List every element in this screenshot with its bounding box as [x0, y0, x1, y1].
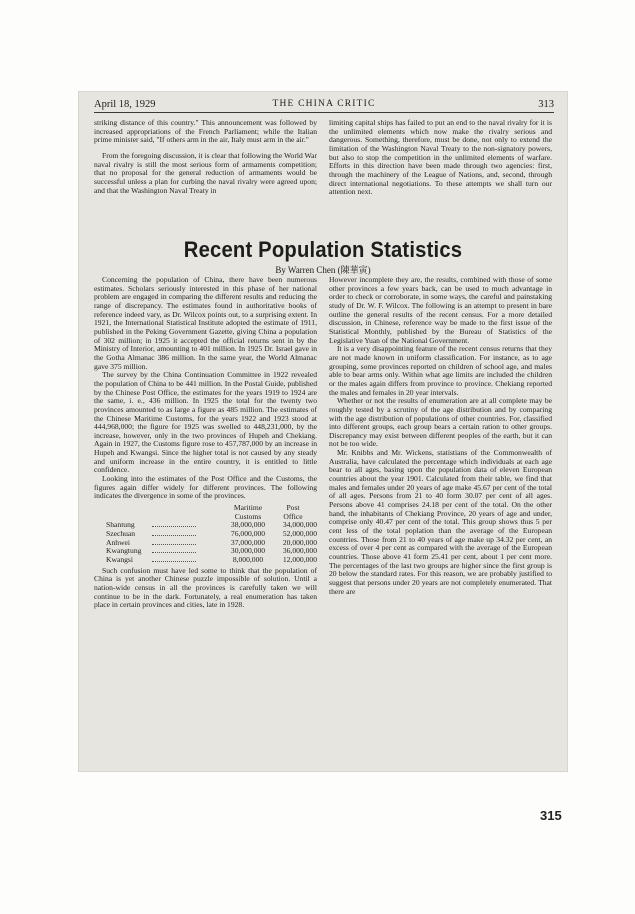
paragraph: However incomplete they are, the results, combined with those of some other provinces a few years back, can be used to much advantage in order to check or corroborate, in some ways, the careful and painstaking study of Dr. W. F. Wilcox. The following is an attempt to present in bare outline the general results of the recent census. For a more detailed discussion, in Chinese, reference way be made to the first issue of the Statistical Monthly, published by the Bureau of Statistics of the Legislative Yuan of the National Government. — [329, 275, 552, 345]
post-office-cell: 36,000,000 — [282, 546, 317, 556]
leader-dots — [152, 526, 196, 527]
table-header-cell: Maritime — [233, 503, 263, 513]
post-office-cell: 52,000,000 — [282, 528, 317, 538]
paragraph: striking distance of this country." This announcement was followed by increased appropriations of the French Parliament; while the Italian prime minister said, "If others arm in the air, Italy must arm in the air." — [94, 118, 317, 145]
customs-cell: 8,000,000 — [232, 554, 264, 564]
population-table — [94, 504, 317, 564]
table-row — [94, 556, 317, 565]
leader-dots — [152, 552, 196, 553]
customs-cell: 76,000,000 — [230, 528, 266, 538]
paragraph: The survey by the China Continuation Committee in 1922 revealed the population of China to be 441 million. In the Postal Guide, published by the Chinese Post Office, the estimates for the years 1919 to 1924 are the same, i. e., 436 million. In 1925 the total for the twenty two provinces amounted to as large a figure as 485 million. The estimates of the Chinese Maritime Customs, for the years 1922 and 1923 stood at 444,968,000; the figure for 1925 was swelled to 448,231,000, by the increase, however, only in the two provinces of Hupeh and Chekiang. Again in 1927, the Customs figure rose to 457,787,000 by an increase in Hupeh and Kwangsi. Since the higher total is not caused by any steady and uniform increase in the entire country, it is entitled to little confidence. — [94, 370, 317, 475]
journal-page — [78, 91, 568, 772]
customs-cell: 37,000,000 — [230, 537, 266, 547]
intro-right-column — [329, 119, 552, 197]
intro-left-column — [94, 119, 317, 195]
header-rule — [94, 112, 554, 113]
article-right-column — [329, 276, 552, 596]
post-office-cell: 34,000,000 — [282, 520, 317, 530]
header-page-number: 313 — [538, 99, 554, 110]
paragraph: Mr. Knibbs and Mr. Wickens, statistians of the Commonwealth of Australia, have calculated the percentage which individuals at each age bear to all ages, basing upon the population data of eleven European countries about the year 1901. Calculated from their table, we find that males and females under 20 years of age make 45.67 per cent of the total of all ages. Persons from 21 to 40 form 30.07 per cent of all ages. Persons above 41 comprises 24.18 per cent of the total. On the other hand, the inhabitants of Chekiang Province, 20 years of age and under, comprise only 40.47 per cent of the total. This group shows thus 5 per cent less of the total poplation than the average of the European countries. Those from 21 to 40 years of age make up 34.32 per cent, an excess of over 4 per cent as compared with the average of the European countries. Those above 41 form 25.41 per cent, about 1 per cent more. The percentages of the last two groups are higher since the first group is 20 below the standard rates. For this reason, we are probably justified to suggest that persons under 20 years are not completely enumerated. That there are — [329, 448, 552, 596]
province-cell: Szechuan — [106, 528, 136, 538]
folio-page-number: 315 — [540, 808, 562, 823]
paragraph: Concerning the population of China, there have been numerous estimates. Scholars seriously interested in this phase of her national problem are engaged in comparing the different results and reducing the range of discrepancy. The estimates found in authoritative books of reference indeed vary, as Dr. Wilcox points out, to a surprising extent. In 1921, the International Statistical Institute adopted the estimate of 1911, published in the Peking Government Gazette, giving China a population of 302 million; in 1925 it accepted the official returns sent in by the Ministry of Interior, amounting to 401 million. In 1925 Dr. Israel gave in the Gotha Almanac 386 million. In the same year, the World Almanac gave 375 million. — [94, 275, 317, 371]
customs-cell: 30,000,000 — [230, 546, 266, 556]
paragraph: limiting capital ships has failed to put an end to the naval rivalry for it is the unlimited elements which now make the rivalry serious and dangerous. Something, therefore, must be done, not only to extend the limitation of the Washington Naval Treaty to the non-signatory powers, but also to stop the competition in the unlimited elements of warfare. Efforts in this direction have been made through two agencies: first, through the machinery of the League of Nations, and, second, through direct international negotiations. To these attempts we shall turn our attention next. — [329, 118, 552, 197]
table-header-cell: Post — [286, 503, 300, 513]
leader-dots — [152, 544, 196, 545]
post-office-cell: 12,000,000 — [282, 554, 317, 564]
header-journal-title: THE CHINA CRITIC — [272, 99, 376, 109]
province-cell: Kwangtung — [106, 546, 142, 556]
table-header-cell: Customs — [234, 511, 262, 521]
header-date: April 18, 1929 — [94, 99, 156, 110]
paragraph: Such confusion must have led some to think that the population of China is yet another Chinese puzzle impossible of solution. Until a nation-wide census in all the provinces is carefully taken we will continue to be in the dark. Fortunately, a real enumeration has taken place in certain provinces and cities, late in 1928. — [94, 565, 317, 610]
province-cell: Kwangsi — [106, 554, 133, 564]
table-header-cell: Office — [283, 511, 303, 521]
province-cell: Anhwei — [106, 537, 131, 547]
article-title: Recent Population Statistics — [183, 237, 463, 262]
article-left-column — [94, 276, 317, 610]
running-header — [94, 99, 554, 111]
leader-dots — [152, 535, 196, 536]
leader-dots — [152, 561, 196, 562]
customs-cell: 38,000,000 — [230, 520, 266, 530]
paragraph: From the foregoing discussion, it is clear that following the World War naval rivalry is still the most serious form of armaments competition; that no proposal for the general reduction of armaments would be successful unless a plan for curbing the naval rivalry were agreed upon; and that the Washington Naval Treaty in — [94, 150, 317, 195]
province-cell: Shantung — [106, 520, 135, 530]
post-office-cell: 20,000,000 — [282, 537, 317, 547]
article-byline: By Warren Chen (陳華寅) — [275, 265, 371, 275]
paragraph: Looking into the estimates of the Post Office and the Customs, the figures again differ widely for different provinces. The following indicates the divergence in some of the provinces. — [94, 474, 317, 501]
paragraph: Whether or not the results of enumeration are at all complete may be roughly tested by a scrutiny of the age distribution and by comparing with the age distribution of populations of other countries. For, classified into different groups, each group bears a certain ration to other groups. Discrepancy may exist between different peoples of the earth, but it can not be too wide. — [329, 396, 552, 449]
paragraph: It is a very disappointing feature of the recent census returns that they are not made known in uniform classification. For instance, as to age grouping, some provinces reported on children of school age, and males able to bear arms only. Within what age limits are included the children or the males again differs from province to province. Chekiang reported the males and females in 20 year intervals. — [329, 344, 552, 397]
